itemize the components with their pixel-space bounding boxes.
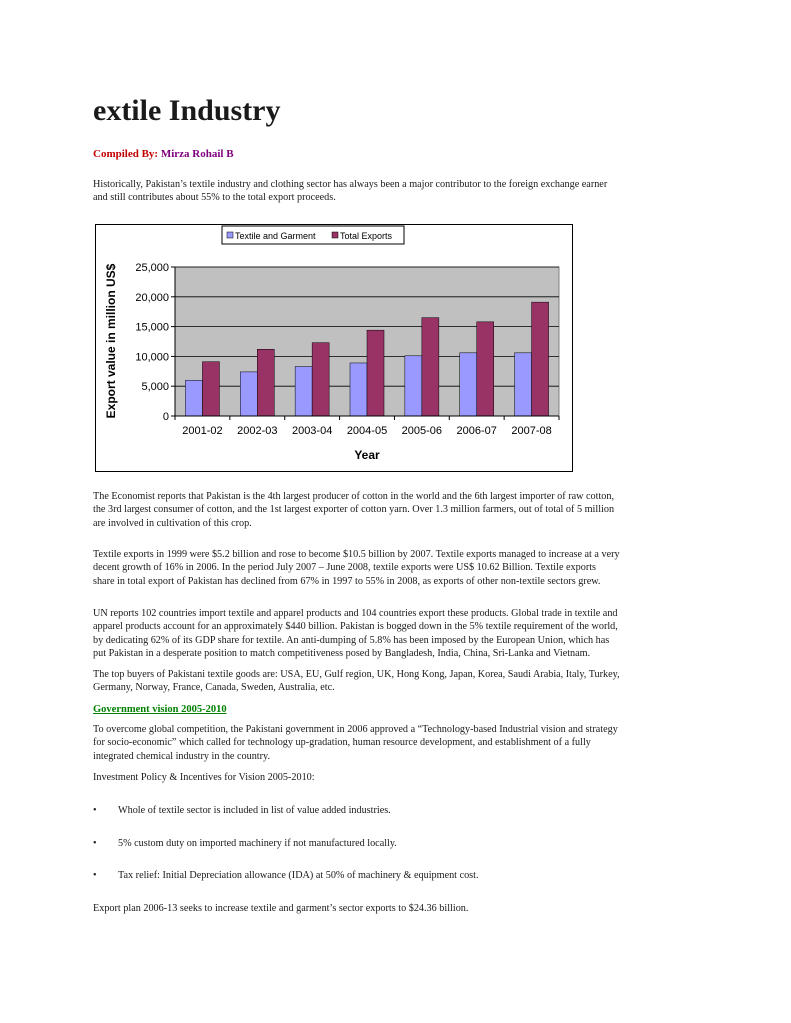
byline-author: Mirza Rohail B xyxy=(160,148,234,160)
y-tick-label: 5,000 xyxy=(141,381,169,394)
legend-label-textile: Textile and Garment xyxy=(235,231,316,241)
text-line: Export plan 2006-13 seeks to increase textile and garment’s sector exports to $24.36 billion. xyxy=(93,903,469,914)
x-tick-label: 2003-04 xyxy=(291,425,333,437)
x-axis-title: Year xyxy=(354,448,380,462)
legend-swatch-total xyxy=(332,232,338,238)
x-tick-label: 2006-07 xyxy=(456,425,497,437)
text-line: Germany, Norway, France, Canada, Sweden, Australia, etc. xyxy=(93,682,335,694)
legend xyxy=(222,226,404,244)
x-tick-label: 2007-08 xyxy=(511,425,552,437)
text-line: apparel products account for an approximately $440 billion. Pakistan is bogged down in the 5% textile requirement of the world, xyxy=(93,621,618,633)
text-line: The Economist reports that Pakistan is the 4th largest producer of cotton in the world and the 6th largest importer of raw cotton, xyxy=(93,491,615,502)
bar-textile-garment xyxy=(515,353,532,416)
bar-textile-garment xyxy=(460,353,477,416)
export-bar-chart xyxy=(95,224,573,472)
bar-textile-garment xyxy=(405,356,422,416)
y-tick-label: 20,000 xyxy=(135,291,169,304)
investment-policy-paragraph xyxy=(93,771,703,784)
export-plan-paragraph xyxy=(93,902,703,915)
text-line: put Pakistan in a desperate position to match competitiveness posed by Bangladesh, India, China, Sri-Lanka and Vietnam. xyxy=(93,648,591,660)
bullet-text: Whole of textile sector is included in list of value added industries. xyxy=(118,805,391,816)
cotton-paragraph xyxy=(93,490,703,530)
y-tick-label: 0 xyxy=(162,411,169,423)
text-line: To overcome global competition, the Pakistani government in 2006 approved a “Technology-based Industrial vision and strategy xyxy=(93,724,618,735)
text-line: UN reports 102 countries import textile and apparel products and 104 countries export these products. Global trade in textile and xyxy=(93,608,618,619)
text-line: share in total export of Pakistan has declined from 67% in 1997 to 55% in 2008, as exports of other non-textile sectors grew. xyxy=(93,575,601,587)
text-line: Historically, Pakistan’s textile industry and clothing sector has always been a major contributor to the foreign exchange earner xyxy=(93,179,608,190)
bar-total-exports xyxy=(367,330,384,416)
legend-label-total: Total Exports xyxy=(340,231,393,241)
text-line: are involved in cultivation of this crop. xyxy=(93,517,252,529)
bullet-marker: • xyxy=(93,838,97,849)
bar-total-exports xyxy=(477,322,494,416)
bar-textile-garment xyxy=(350,363,367,416)
bar-total-exports xyxy=(422,318,439,416)
bullet-text: Tax relief: Initial Depreciation allowance (IDA) at 50% of machinery & equipment cost. xyxy=(118,870,479,881)
x-tick-label: 2005-06 xyxy=(401,425,443,437)
text-line: integrated chemical industry in the country. xyxy=(93,750,270,762)
byline-label: Compiled By: xyxy=(93,148,159,160)
text-line: and still contributes about 55% to the total export proceeds. xyxy=(93,192,336,204)
vision-paragraph xyxy=(93,723,703,763)
byline xyxy=(93,147,234,161)
legend-swatch-textile xyxy=(227,232,233,238)
text-line: Investment Policy & Incentives for Vision 2005-2010: xyxy=(93,772,315,783)
text-line: for socio-economic” which called for technology up-gradation, human resource development, and establishment of a fully xyxy=(93,737,591,749)
bullet-marker: • xyxy=(93,805,97,816)
x-tick-label: 2004-05 xyxy=(346,425,388,437)
bar-total-exports xyxy=(312,343,329,416)
buyers-paragraph xyxy=(93,668,703,695)
text-line: by dedicating 62% of its GDP share for textile. An anti-dumping of 5.8% has been imposed by the European Union, which has xyxy=(93,634,610,646)
bar-total-exports xyxy=(532,302,549,416)
y-tick-label: 25,000 xyxy=(135,262,169,274)
bar-textile-garment xyxy=(240,372,257,416)
text-line: decent growth of 16% in 2006. In the period July 2007 – June 2008, textile exports were US$ 10.62 Billion. Textile exports xyxy=(93,562,597,574)
bullet-text: 5% custom duty on imported machinery if not manufactured locally. xyxy=(118,838,397,849)
x-tick-label: 2002-03 xyxy=(237,425,278,437)
y-axis-title: Export value in million US$ xyxy=(104,263,118,419)
bullet-marker: • xyxy=(93,870,97,881)
bar-textile-garment xyxy=(185,380,202,416)
un-report-paragraph xyxy=(93,607,703,661)
x-tick-label: 2001-02 xyxy=(182,425,223,437)
bar-total-exports xyxy=(202,362,219,416)
y-tick-label: 15,000 xyxy=(135,321,169,334)
bar-textile-garment xyxy=(295,367,312,416)
y-tick-label: 10,000 xyxy=(135,351,169,364)
text-line: the 3rd largest consumer of cotton, and the 1st largest exporter of cotton yarn. Over 1.3 million farmers, out of total of 5 million xyxy=(93,504,615,516)
bar-total-exports xyxy=(257,349,274,416)
text-line: Textile exports in 1999 were $5.2 billion and rose to become $10.5 billion by 2007. Textile exports managed to increase at a very xyxy=(93,549,620,560)
section-heading: Government vision 2005-2010 xyxy=(93,704,227,715)
text-line: The top buyers of Pakistani textile goods are: USA, EU, Gulf region, UK, Hong Kong, Japan, Korea, Saudi Arabia, Italy, Turkey, xyxy=(93,669,620,680)
exports-paragraph xyxy=(93,548,703,588)
intro-paragraph xyxy=(93,178,703,205)
page-title: extile Industry xyxy=(93,94,281,127)
